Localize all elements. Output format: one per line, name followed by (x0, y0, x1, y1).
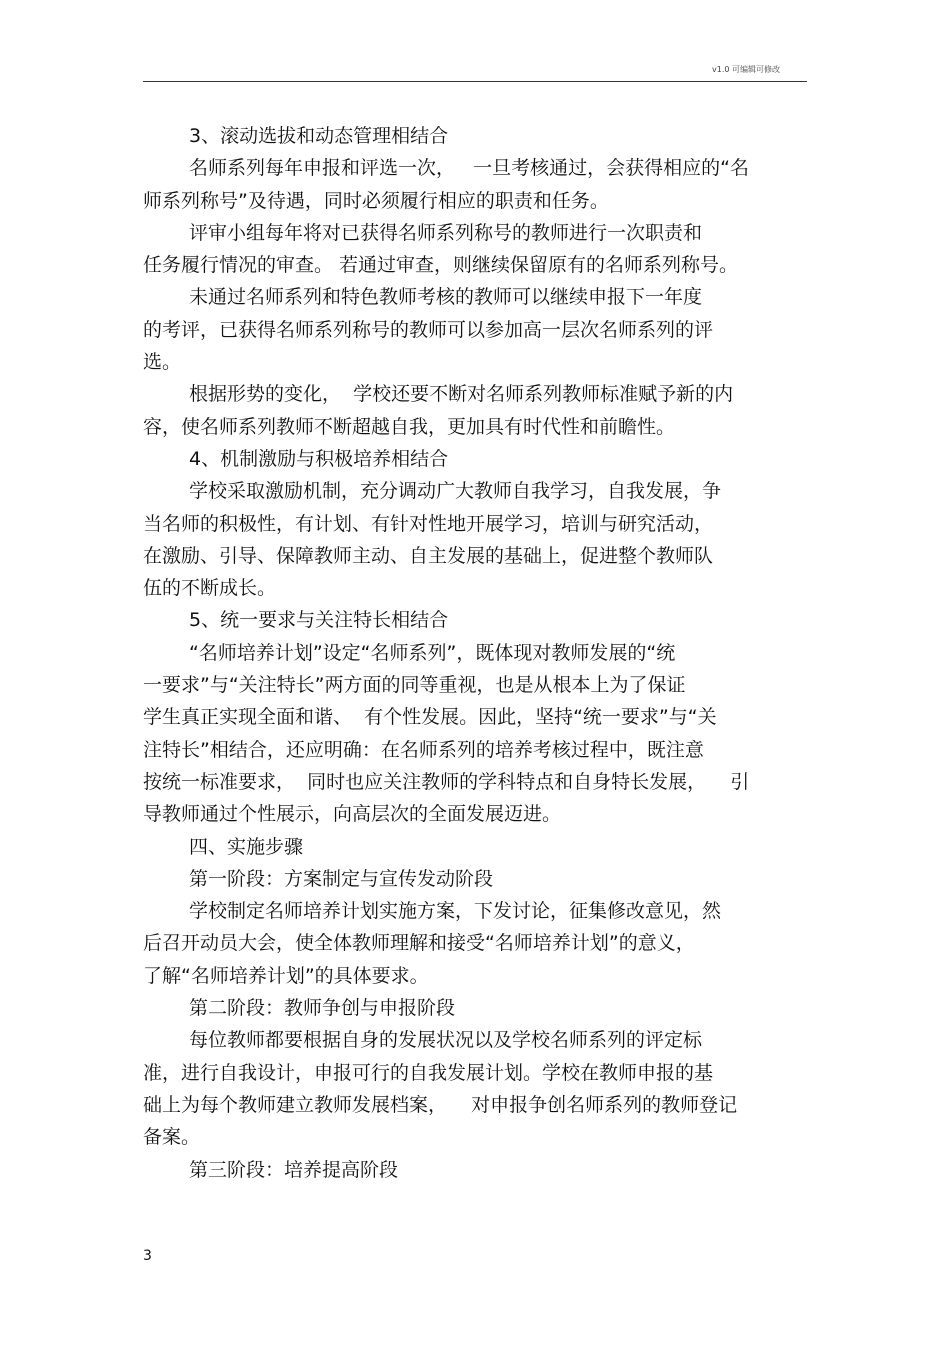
header-divider (143, 81, 807, 82)
text-line: 名师系列每年申报和评选一次， 一旦考核通过，会获得相应的“名 (189, 157, 749, 180)
text-line: 第二阶段：教师争创与申报阶段 (189, 997, 456, 1020)
text-line: 选。 (143, 351, 182, 374)
text-line: 师系列称号”及待遇，同时必须履行相应的职责和任务。 (143, 189, 609, 212)
text-line: 的考评，已获得名师系列称号的教师可以参加高一层次名师系列的评 (143, 318, 714, 341)
text-line: 第三阶段：培养提高阶段 (189, 1158, 399, 1181)
text-line: 任务履行情况的审查。 若通过审查，则继续保留原有的名师系列称号。 (143, 254, 739, 277)
text-line: 一要求”与“关注特长”两方面的同等重视，也是从根本上为了保证 (143, 674, 686, 697)
text-line: 在激励、引导、保障教师主动、自主发展的基础上，促进整个教师队 (143, 544, 714, 567)
text-line: 按统一标准要求， 同时也应关注教师的学科特点和自身特长发展， 引 (143, 770, 750, 793)
text-line: 未通过名师系列和特色教师考核的教师可以继续申报下一年度 (189, 286, 703, 309)
text-line: 注特长”相结合，还应明确：在名师系列的培养考核过程中，既注意 (143, 738, 704, 761)
text-line: 当名师的积极性，有计划、有针对性地开展学习，培训与研究活动， (143, 512, 714, 535)
text-line: 础上为每个教师建立教师发展档案， 对申报争创名师系列的教师登记 (143, 1093, 738, 1116)
text-line: 容，使名师系列教师不断超越自我，更加具有时代性和前瞻性。 (143, 415, 676, 438)
text-line: 评审小组每年将对已获得名师系列称号的教师进行一次职责和 (189, 221, 703, 244)
text-line: “名师培养计划”设定“名师系列”，既体现对教师发展的“统 (189, 641, 676, 664)
text-line: 第一阶段：方案制定与宣传发动阶段 (189, 867, 494, 890)
header-version-note: v1.0 可编辑可修改 (712, 65, 780, 74)
text-line: 3、滚动选拔和动态管理相结合 (189, 125, 449, 147)
text-line: 了解“名师培养计划”的具体要求。 (143, 964, 429, 987)
document-body (143, 120, 807, 1186)
text-line: 学生真正实现全面和谐、 有个性发展。因此，坚持“统一要求”与“关 (143, 706, 717, 729)
page-number: 3 (143, 1248, 152, 1264)
text-line: 4、机制激励与积极培养相结合 (189, 447, 449, 470)
text-line: 学校制定名师培养计划实施方案，下发讨论，征集修改意见，然 (189, 900, 722, 923)
text-line: 导教师通过个性展示，向高层次的全面发展迈进。 (143, 803, 562, 826)
text-line: 准，进行自我设计，申报可行的自我发展计划。学校在教师申报的基 (143, 1061, 714, 1084)
text-line: 5、统一要求与关注特长相结合 (189, 609, 449, 632)
text-line: 根据形势的变化， 学校还要不断对名师系列教师标准赋予新的内 (189, 383, 734, 406)
text-line: 学校采取激励机制，充分调动广大教师自我学习，自我发展，争 (189, 480, 722, 503)
text-line: 后召开动员大会，使全体教师理解和接受“名师培养计划”的意义， (143, 932, 695, 955)
text-line: 每位教师都要根据自身的发展状况以及学校名师系列的评定标 (189, 1029, 703, 1052)
text-line: 四、实施步骤 (189, 835, 304, 858)
text-line: 备案。 (143, 1126, 201, 1149)
text-line: 伍的不断成长。 (143, 577, 277, 600)
